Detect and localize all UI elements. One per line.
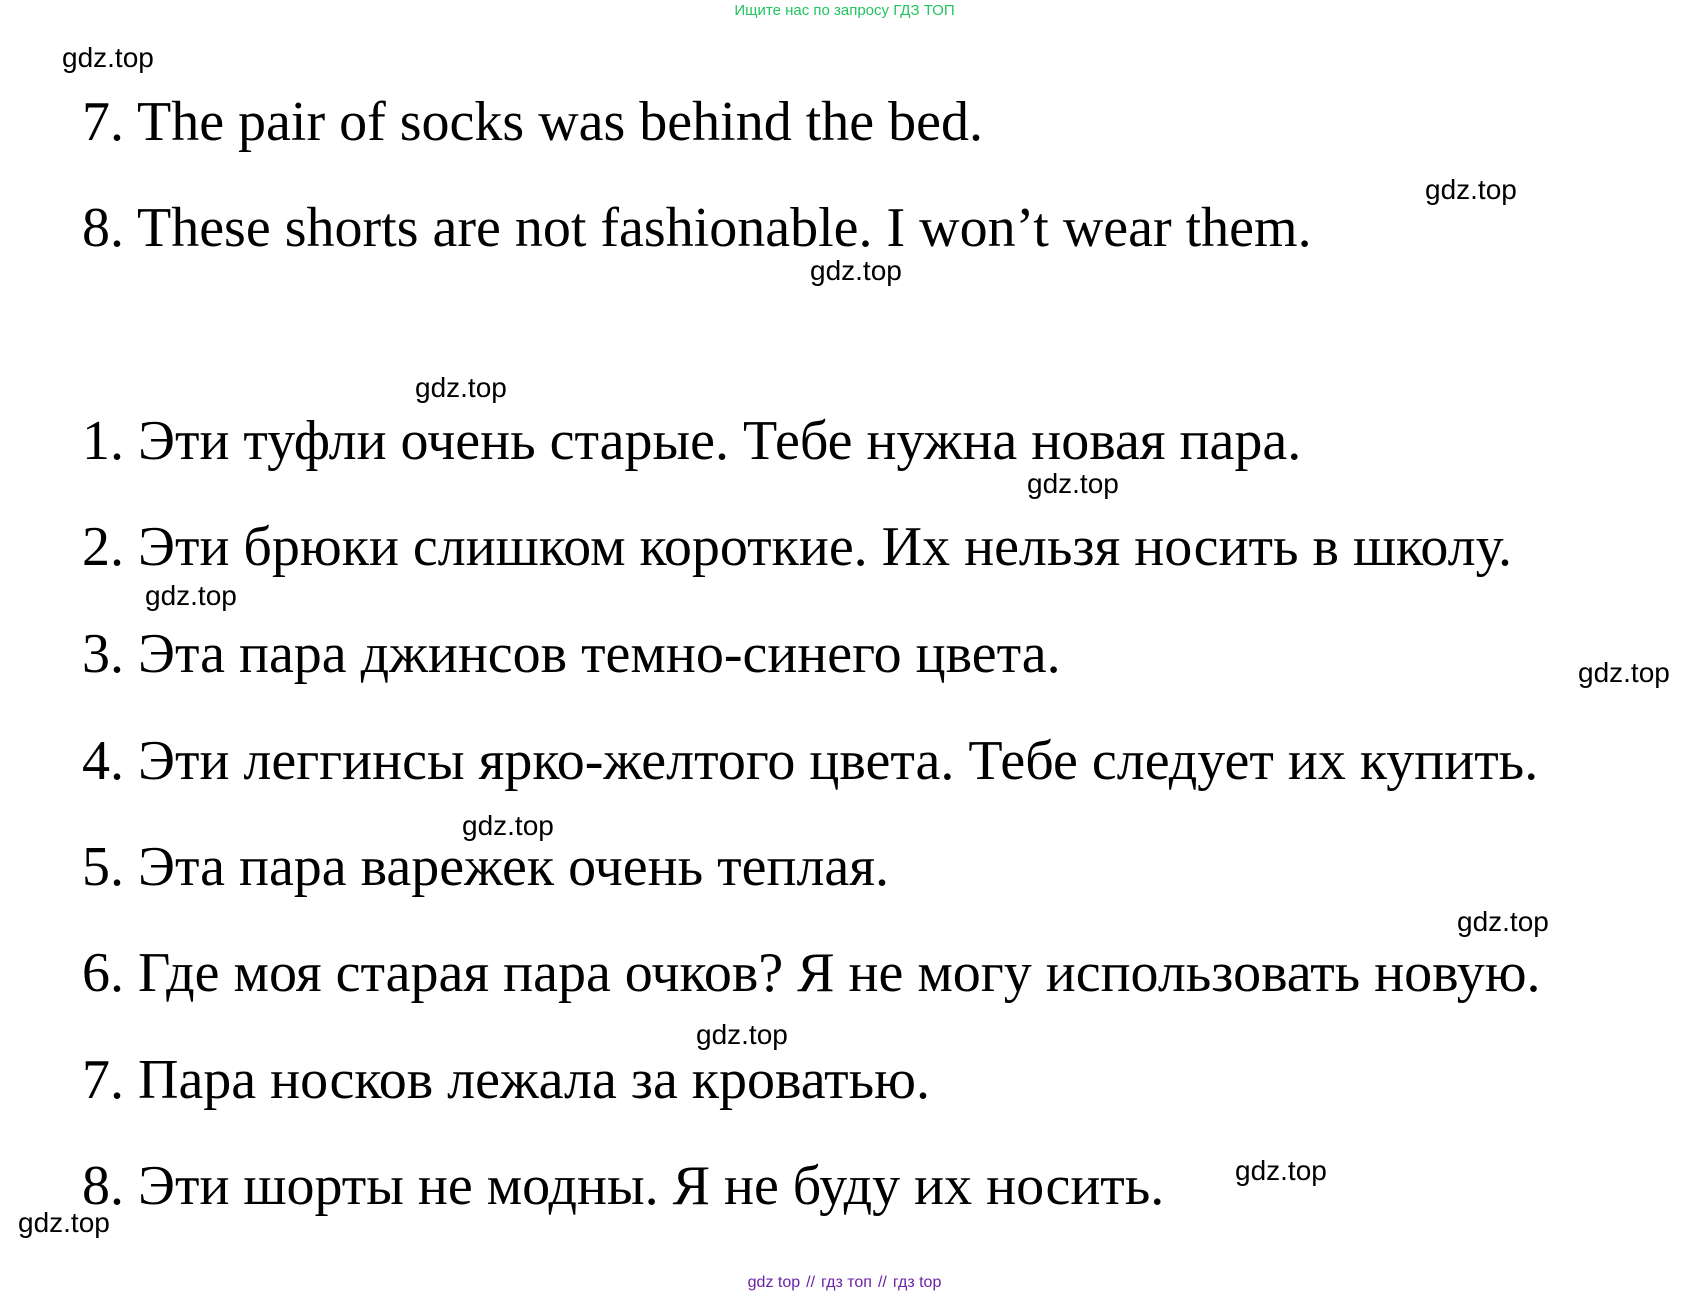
footer-separator: //	[877, 1274, 887, 1291]
russian-sentence-8: 8. Эти шорты не модны. Я не буду их носить.	[82, 1155, 1165, 1217]
russian-sentence-7: 7. Пара носков лежала за кроватью.	[82, 1049, 930, 1111]
watermark: gdz.top	[696, 1019, 788, 1050]
watermark: gdz.top	[1027, 468, 1119, 499]
watermark: gdz.top	[1578, 657, 1670, 688]
watermark: gdz.top	[18, 1207, 110, 1238]
russian-sentence-6: 6. Где моя старая пара очков? Я не могу использовать новую.	[82, 942, 1541, 1004]
watermark: gdz.top	[62, 42, 154, 73]
russian-sentence-4: 4. Эти леггинсы ярко-желтого цвета. Тебе следует их купить.	[82, 730, 1539, 792]
english-sentence-8: 8. These shorts are not fashionable. I won’t wear them.	[82, 197, 1312, 259]
russian-sentence-2: 2. Эти брюки слишком короткие. Их нельзя носить в школу.	[82, 516, 1513, 578]
footer-link-gdz-top[interactable]: gdz top	[747, 1274, 801, 1291]
watermark: gdz.top	[415, 372, 507, 403]
watermark: gdz.top	[810, 255, 902, 286]
watermark: gdz.top	[1457, 906, 1549, 937]
watermark: gdz.top	[145, 580, 237, 611]
top-banner: Ищите нас по запросу ГДЗ ТОП	[734, 2, 955, 19]
watermark: gdz.top	[1235, 1155, 1327, 1186]
watermark: gdz.top	[462, 810, 554, 841]
footer-link-gdz-top-mixed[interactable]: гдз top	[892, 1274, 942, 1291]
russian-sentence-1: 1. Эти туфли очень старые. Тебе нужна новая пара.	[82, 410, 1302, 472]
russian-sentence-3: 3. Эта пара джинсов темно-синего цвета.	[82, 623, 1061, 685]
english-sentence-7: 7. The pair of socks was behind the bed.	[82, 91, 983, 153]
watermark: gdz.top	[1425, 174, 1517, 205]
russian-sentence-5: 5. Эта пара варежек очень теплая.	[82, 836, 890, 898]
footer	[0, 1274, 1689, 1292]
footer-link-gdz-top-ru[interactable]: гдз топ	[821, 1274, 872, 1291]
footer-separator: //	[806, 1274, 816, 1291]
